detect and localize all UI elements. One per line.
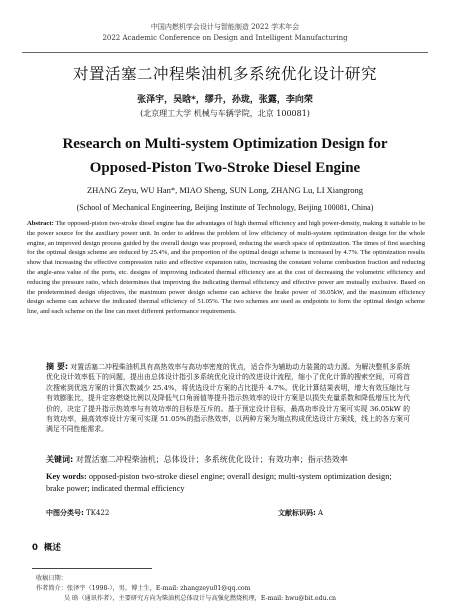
keywords-cn-text: 对置活塞二冲程柴油机；总体设计；多系统优化设计；有效功率；指示热效率 <box>75 455 348 464</box>
section-number: 0 <box>32 543 38 553</box>
abstract-en-text: The opposed-piston two-stroke diesel engine has the advantages of high thermal efficiency and high power-density, making it suitable to be the power source for the auxiliary power unit. In order to address the problem of low efficiency of multi-system optimization design for the whole engine, an improved design process guided by the overall design was proposed, reducing the search space of optimization. The times of first searching for the optimal design scheme are reduced by 25.4%, and the proportion of the optimal design scheme is increased by 4.7%. The optimization results show that increasing the effective compression ratio and effective expansion ratio, increasing the constant volume combustion fraction and reducing the angle-area value of the ports, etc. designs of improving indicated thermal efficiency are at the cost of decreasing the volumetric efficiency and reducing the pressure ratio, which determines that improving the indicating thermal efficiency and effective power are mutually exclusive. Based on the predetermined design objectives, the maximum power design scheme can achieve the brake power of 36.05kW, and the maximum efficiency design scheme can achieve the indicated thermal efficiency of 51.05%. The two schemes are used as endpoints to form the optimal design scheme line, and each scheme on the line can meet different performance requirements. <box>27 220 426 316</box>
header-divider <box>22 52 428 53</box>
section-heading <box>32 541 61 553</box>
conference-header-en: 2022 Academic Conference on Design and Intelligent Manufacturing <box>102 34 348 42</box>
keywords-en <box>46 471 412 494</box>
affiliation-cn: (北京理工大学 机械与车辆学院，北京 100081) <box>140 109 310 118</box>
abstract-cn-label: 摘 要: <box>46 362 69 371</box>
footnote-author: 作者简介：张泽宇（1998-），男，博士生，E-mail: zhangzeyu01@qq.com <box>36 585 251 592</box>
keywords-en-text: opposed-piston two-stroke diesel engine; overall design; multi-system optimization design; brake power; indicated thermal efficiency <box>46 472 392 493</box>
abstract-en-label: Abstract: <box>27 220 54 227</box>
classification-code <box>46 508 109 518</box>
footnote-received: 收稿日期： <box>36 575 67 582</box>
doc-code-value: A <box>318 509 324 517</box>
affiliation-en: (School of Mechanical Engineering, Beijing Institute of Technology, Beijing 100081, China) <box>76 203 374 212</box>
authors-cn: 张泽宇，吴晗*，缪升，孙珑，张露，李向荣 <box>137 95 313 105</box>
abstract-cn-text: 对置活塞二冲程柴油机具有高热效率与高功率密度的优点，适合作为辅助动力装置的动力源。为解决整机多系统优化设计效率低下的问题，提出由总体设计指引多系统优化设计的改进设计流程，缩小了优化计算的搜索空间，可将首次搜索到优选方案的计算次数减少 25.4%，将优选设计方案的占比提升 4.7%。优化计算结果表明，增大有效压缩比与有效膨胀比，提升定容燃烧比例以及降低气口角面值等提升指示热效率的设计方案是以损失充量系数和降低增压比为代价的，决定了提升指示热效率与有效功率的目标是互斥的。基于预定设计目标，最高功率设计方案可实现 36.05kW 的有效功率，最高效率设计方案可实现 51.05%的指示热效率，以两种方案为端点构成优选设计方案线，线上的各方案可满足不同性能需求。 <box>46 363 411 434</box>
footnote-corresponding: 吴 晗（通讯作者），主要研究方向为柴油机总体设计与高强化燃烧机理，E-mail: hwu@bit.edu.cn <box>64 595 337 602</box>
abstract-en <box>27 219 425 317</box>
doc-code-label: 文献标识码: <box>278 509 316 517</box>
classification-value: TK422 <box>86 509 110 517</box>
keywords-en-label: Key words: <box>46 472 87 481</box>
paper-title-cn: 对置活塞二冲程柴油机多系统优化设计研究 <box>72 65 377 83</box>
classification-label: 中图分类号: <box>46 509 84 517</box>
conference-header-cn: 中国内燃机学会设计与智能制造 2022 学术年会 <box>150 23 300 31</box>
authors-en: ZHANG Zeyu, WU Han*, MIAO Sheng, SUN Long, ZHANG Lu, LI Xiangrong <box>86 185 364 195</box>
paper-title-en-line1: Research on Multi-system Optimization Design for <box>62 136 388 152</box>
keywords-cn-label: 关键词: <box>46 455 74 464</box>
paper-title-en-line2: Opposed-Piston Two-Stroke Diesel Engine <box>89 160 361 176</box>
keywords-cn <box>46 454 416 465</box>
footnote-divider <box>32 568 152 569</box>
section-title: 概述 <box>43 543 61 553</box>
document-code <box>278 508 323 518</box>
abstract-cn <box>46 362 410 435</box>
